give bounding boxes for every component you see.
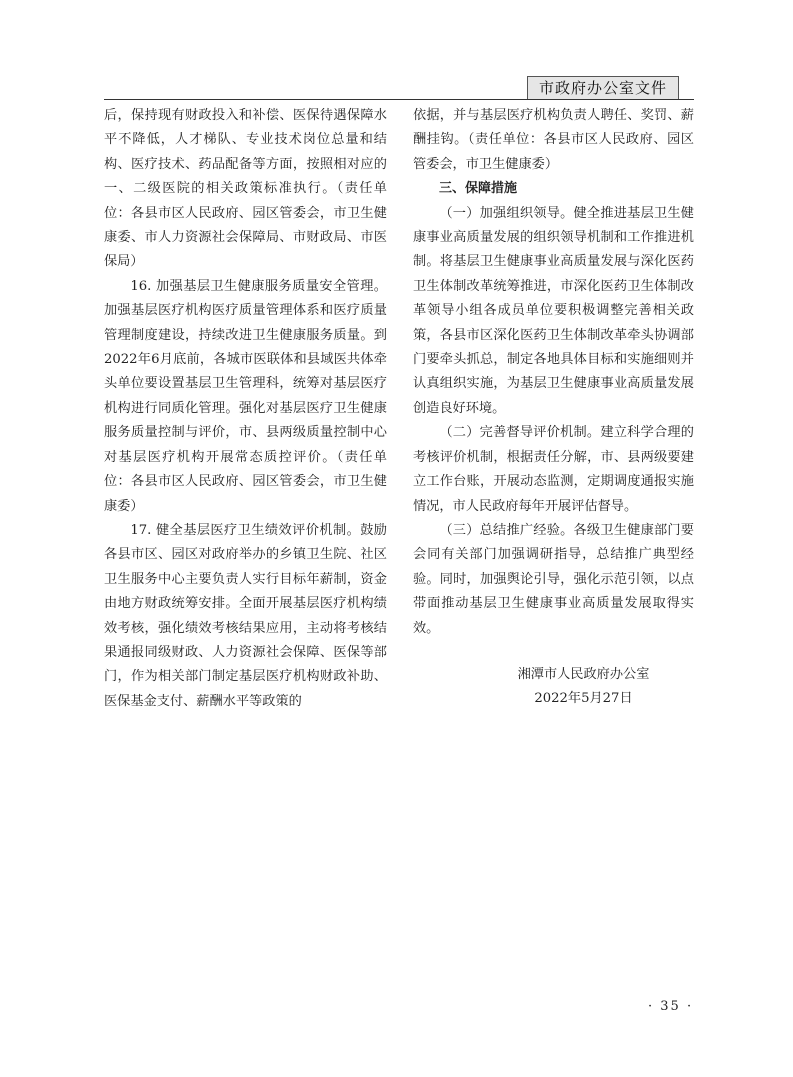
section-heading: 三、保障措施 <box>439 181 518 197</box>
header-divider <box>104 99 694 100</box>
page-number: · 35 · <box>648 999 694 1014</box>
right-paragraph-3: （三）总结推广经验。各级卫生健康部门要会同有关部门加强调研指导，总结推广典型经验。同时，加强舆论引导，强化示范引领，以点带面推动基层卫生健康事业高质量发展取得实效。 <box>413 522 694 636</box>
signature-organization: 湘潭市人民政府办公室 <box>517 666 650 682</box>
right-column <box>413 104 694 712</box>
signature-date: 2022年5月27日 <box>534 691 633 707</box>
right-paragraph-2: （二）完善督导评价机制。建立科学合理的考核评价机制，根据责任分解，市、县两级要建立工作台账，开展动态监测，定期调度通报实施情况，市人民政府每年开展评估督导。 <box>413 425 694 514</box>
left-paragraph-16: 16. 加强基层卫生健康服务质量安全管理。加强基层医疗机构医疗质量管理体系和医疗质量管理制度建设，持续改进卫生健康服务质量。到2022年6月底前，各城市医联体和县域医共体牵头单位要设置基层卫生管理科，统筹对基层医疗机构进行同质化管理。强化对基层医疗卫生健康服务质量控制与评价，市、县两级质量控制中心对基层医疗机构开展常态质控评价。（责任单位：各县市区人民政府、园区管委会，市卫生健康委） <box>104 278 387 514</box>
signature-block <box>413 663 694 712</box>
right-paragraph-continuation: 依据，并与基层医疗机构负责人聘任、奖罚、薪酬挂钩。（责任单位：各县市区人民政府、园区管委会，市卫生健康委） <box>413 108 694 172</box>
section-title-box: 市政府办公室文件 <box>527 76 679 100</box>
left-paragraph-continuation: 后，保持现有财政投入和补偿、医保待遇保障水平不降低，人才梯队、专业技术岗位总量和结构、医疗技术、药品配备等方面，按照相对应的一、二级医院的相关政策标准执行。（责任单位：各县市区人民政府、园区管委会，市卫生健康委、市人力资源社会保障局、市财政局、市医保局） <box>104 108 387 270</box>
left-column <box>104 104 387 714</box>
right-paragraph-1: （一）加强组织领导。健全推进基层卫生健康事业高质量发展的组织领导机制和工作推进机制。将基层卫生健康事业高质量发展与深化医药卫生体制改革统筹推进，市深化医药卫生体制改革领导小组各成员单位要积极调整完善相关政策，各县市区深化医药卫生体制改革牵头协调部门要牵头抓总，制定各地具体目标和实施细则并认真组织实施，为基层卫生健康事业高质量发展创造良好环境。 <box>413 205 694 416</box>
left-paragraph-17: 17. 健全基层医疗卫生绩效评价机制。鼓励各县市区、园区对政府举办的乡镇卫生院、社区卫生服务中心主要负责人实行目标年薪制，资金由地方财政统筹安排。全面开展基层医疗机构绩效考核，强化绩效考核结果应用，主动将考核结果通报同级财政、人力资源社会保障、医保等部门，作为相关部门制定基层医疗机构财政补助、医保基金支付、薪酬水平等政策的 <box>104 522 387 709</box>
